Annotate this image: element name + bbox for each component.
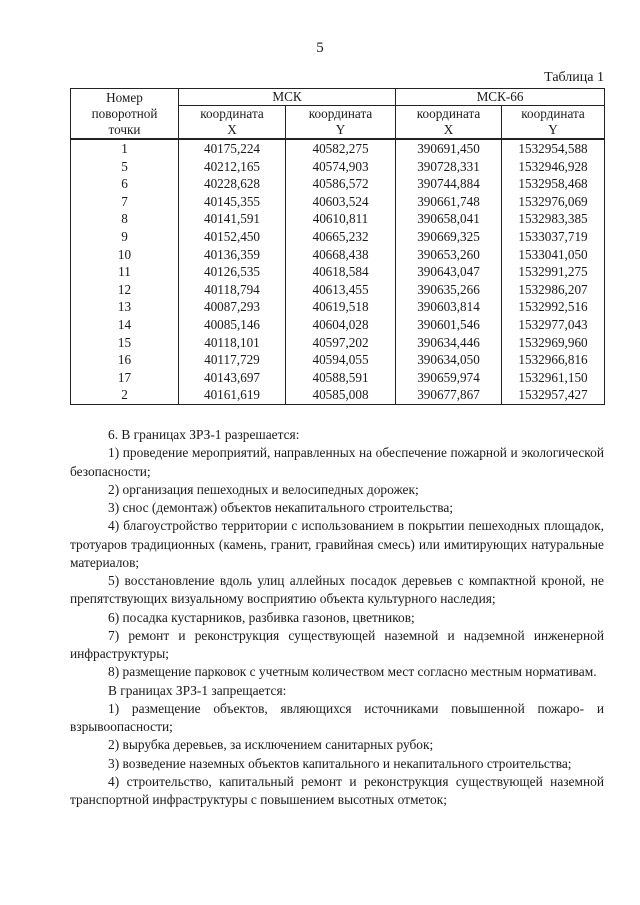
table-cell: 40145,355 xyxy=(179,193,286,211)
table-cell: 40619,518 xyxy=(286,298,396,316)
table-cell: 1533041,050 xyxy=(502,246,605,264)
paragraph: 2) вырубка деревьев, за исключением санитарных рубок; xyxy=(108,737,434,753)
table-cell: 390643,047 xyxy=(396,263,502,281)
paragraph: 2) организация пешеходных и велосипедных дорожек; xyxy=(108,481,419,497)
table-cell: 390677,867 xyxy=(396,386,502,404)
table-cell: 40118,794 xyxy=(179,281,286,299)
table-cell: 40228,628 xyxy=(179,175,286,193)
table-cell: 40588,591 xyxy=(286,369,396,387)
paragraph: 6. В границах ЗРЗ-1 разрешается: xyxy=(108,427,300,442)
header-point-number: Номер поворотной точки xyxy=(71,89,179,140)
table-row xyxy=(71,246,605,264)
table-cell: 13 xyxy=(71,298,179,316)
table-cell: 390669,325 xyxy=(396,228,502,246)
table-cell: 1532991,275 xyxy=(502,263,605,281)
table-cell: 40136,359 xyxy=(179,246,286,264)
header-coord-y: координата Y xyxy=(502,106,605,140)
table-row xyxy=(71,228,605,246)
header-coord-x: координата X xyxy=(179,106,286,140)
table-cell: 40613,455 xyxy=(286,281,396,299)
table-cell: 1532946,928 xyxy=(502,158,605,176)
table-cell: 40087,293 xyxy=(179,298,286,316)
paragraph: 4) благоустройство территории с использованием в покрытии пешеходных площадок, тротуаров традиционных (камень, гранит, гравийная смесь) или имитирующих натуральные материалов; xyxy=(70,518,604,570)
table-cell: 390635,266 xyxy=(396,281,502,299)
paragraph: 3) снос (демонтаж) объектов некапитального строительства; xyxy=(108,500,454,515)
table-cell: 1532957,427 xyxy=(502,386,605,404)
table-cell: 9 xyxy=(71,228,179,246)
table-row xyxy=(71,210,605,228)
table-cell: 40141,591 xyxy=(179,210,286,228)
table-row xyxy=(71,281,605,299)
table-row xyxy=(71,193,605,211)
table-cell: 390634,446 xyxy=(396,334,502,352)
table-cell: 40143,697 xyxy=(179,369,286,387)
table-cell: 40585,008 xyxy=(286,386,396,404)
table-cell: 40582,275 xyxy=(286,139,396,158)
table-cell: 40117,729 xyxy=(179,351,286,369)
table-cell: 40668,438 xyxy=(286,246,396,264)
table-cell: 8 xyxy=(71,210,179,228)
table-cell: 14 xyxy=(71,316,179,334)
table-cell: 10 xyxy=(71,246,179,264)
table-cell: 390634,050 xyxy=(396,351,502,369)
table-cell: 1532961,150 xyxy=(502,369,605,387)
table-cell: 17 xyxy=(71,369,179,387)
table-cell: 1532966,816 xyxy=(502,351,605,369)
table-cell: 40118,101 xyxy=(179,334,286,352)
table-cell: 15 xyxy=(71,334,179,352)
table-cell: 1532977,043 xyxy=(502,316,605,334)
document-text xyxy=(70,426,604,809)
table-cell: 40594,055 xyxy=(286,351,396,369)
table-row xyxy=(71,139,605,158)
table-cell: 40574,903 xyxy=(286,158,396,176)
table-cell: 40126,535 xyxy=(179,263,286,281)
table-cell: 40603,524 xyxy=(286,193,396,211)
table-cell: 5 xyxy=(71,158,179,176)
table-row xyxy=(71,263,605,281)
table-cell: 390658,041 xyxy=(396,210,502,228)
table-cell: 390603,814 xyxy=(396,298,502,316)
table-cell: 390661,748 xyxy=(396,193,502,211)
table-cell: 1532954,588 xyxy=(502,139,605,158)
table-cell: 1532958,468 xyxy=(502,175,605,193)
page-number: 5 xyxy=(316,40,324,56)
paragraph: 3) возведение наземных объектов капитального и некапитального строительства; xyxy=(108,755,572,771)
header-group-msk: МСК xyxy=(179,89,396,106)
table-cell: 2 xyxy=(71,386,179,404)
table-row xyxy=(71,158,605,176)
table-cell: 40604,028 xyxy=(286,316,396,334)
paragraph: 4) строительство, капитальный ремонт и реконструкция существующей наземной транспортной инфраструктуры с повышением высотных отметок; xyxy=(70,773,604,807)
paragraph: 5) восстановление вдоль улиц аллейных посадок деревьев с компактной кроной, не препятствующих визуальному восприятию объекта культурного наследия; xyxy=(70,573,604,607)
header-coord-y: координата Y xyxy=(286,106,396,140)
table-cell: 40665,232 xyxy=(286,228,396,246)
table-cell: 40597,202 xyxy=(286,334,396,352)
coordinates-table xyxy=(70,88,605,405)
table-cell: 390744,884 xyxy=(396,175,502,193)
table-cell: 1532992,516 xyxy=(502,298,605,316)
paragraph: 7) ремонт и реконструкция существующей наземной и надземной инженерной инфраструктуры; xyxy=(70,627,604,661)
paragraph: 8) размещение парковок с учетным количеством мест согласно местным нормативам. xyxy=(108,664,597,680)
table-cell: 40175,224 xyxy=(179,139,286,158)
table-cell: 40610,811 xyxy=(286,210,396,228)
paragraph: 1) размещение объектов, являющихся источниками повышенной пожаро- и взрывоопасности; xyxy=(70,700,604,734)
header-group-msk66: МСК-66 xyxy=(396,89,605,106)
table-row xyxy=(71,334,605,352)
table-cell: 40618,584 xyxy=(286,263,396,281)
table-cell: 390659,974 xyxy=(396,369,502,387)
table-row xyxy=(71,369,605,387)
table-cell: 1532983,385 xyxy=(502,210,605,228)
table-cell: 1533037,719 xyxy=(502,228,605,246)
table-cell: 390691,450 xyxy=(396,139,502,158)
table-cell: 1532986,207 xyxy=(502,281,605,299)
table-cell: 1532969,960 xyxy=(502,334,605,352)
table-cell: 40161,619 xyxy=(179,386,286,404)
table-cell: 12 xyxy=(71,281,179,299)
table-cell: 1 xyxy=(71,139,179,158)
header-coord-x: координата X xyxy=(396,106,502,140)
table-row xyxy=(71,175,605,193)
table-cell: 11 xyxy=(71,263,179,281)
table-cell: 6 xyxy=(71,175,179,193)
table-row xyxy=(71,386,605,404)
table-cell: 16 xyxy=(71,351,179,369)
table-cell: 390601,546 xyxy=(396,316,502,334)
paragraph: 6) посадка кустарников, разбивка газонов, цветников; xyxy=(108,609,415,625)
table-row xyxy=(71,351,605,369)
table-caption: Таблица 1 xyxy=(544,70,604,85)
table-cell: 390653,260 xyxy=(396,246,502,264)
table-cell: 1532976,069 xyxy=(502,193,605,211)
table-row xyxy=(71,316,605,334)
table-row xyxy=(71,298,605,316)
table-cell: 40586,572 xyxy=(286,175,396,193)
paragraph: 1) проведение мероприятий, направленных на обеспечение пожарной и экологической безопасности; xyxy=(70,445,604,479)
table-body xyxy=(71,139,605,404)
table-cell: 40212,165 xyxy=(179,158,286,176)
table-cell: 40085,146 xyxy=(179,316,286,334)
table-cell: 7 xyxy=(71,193,179,211)
table-cell: 390728,331 xyxy=(396,158,502,176)
table-cell: 40152,450 xyxy=(179,228,286,246)
paragraph: В границах ЗРЗ-1 запрещается: xyxy=(108,682,287,698)
